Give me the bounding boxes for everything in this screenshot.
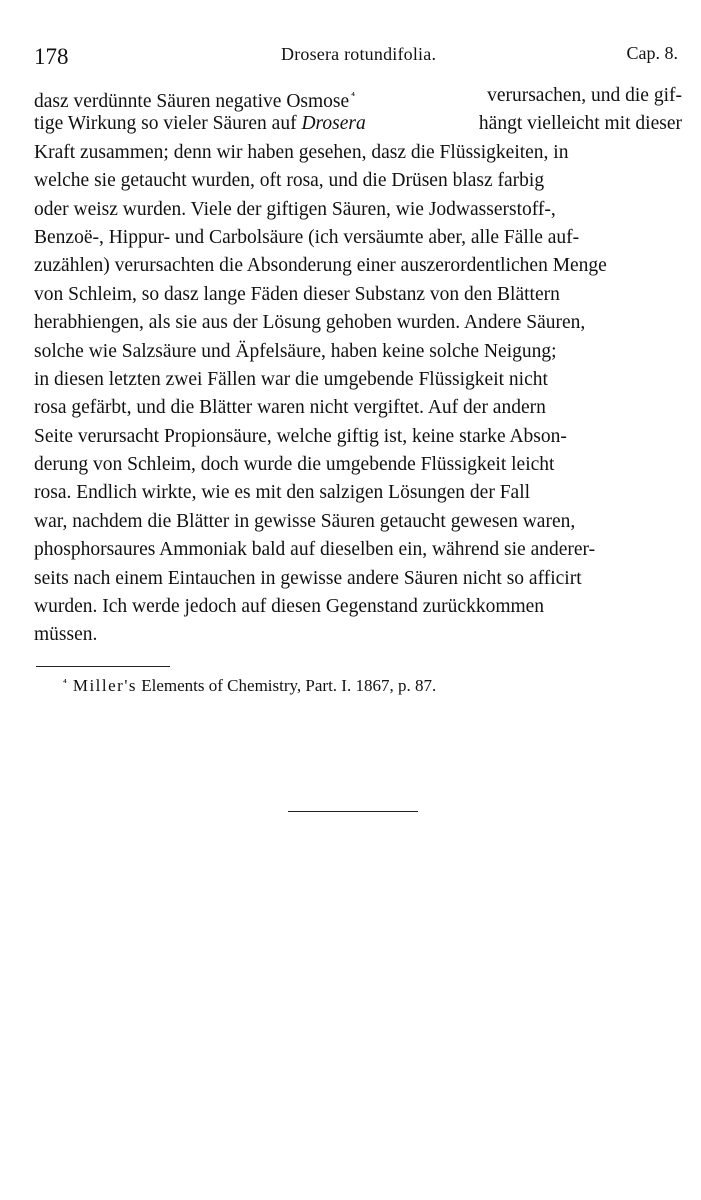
line-text: zuzählen) verursachten die Absonderung einer auszerordentlichen Menge xyxy=(34,255,607,277)
body-text xyxy=(34,82,682,650)
line-text: herabhiengen, als sie aus der Lösung gehoben wurden. Andere Säuren, xyxy=(34,312,586,334)
text-line xyxy=(34,479,682,507)
footnote-author: Miller's xyxy=(72,676,138,695)
line-text: tige Wirkung so vieler Säuren auf xyxy=(34,113,297,135)
text-line xyxy=(34,139,682,167)
line-text: Seite verursacht Propionsäure, welche giftig ist, keine starke Abson- xyxy=(34,425,567,447)
text-line xyxy=(34,252,682,280)
page-header xyxy=(34,40,684,72)
line-text: oder weisz wurden. Viele der giftigen Säuren, wie Jodwasserstoff-, xyxy=(34,198,556,220)
line-text: hängt vielleicht mit dieser xyxy=(478,113,682,135)
line-text: Kraft zusammen; denn wir haben gesehen, dasz die Flüssigkeiten, in xyxy=(34,141,569,163)
text-line xyxy=(34,451,682,479)
italic-term: Drosera xyxy=(301,113,366,135)
text-line xyxy=(34,593,682,621)
line-text: Benzoë-, Hippur- und Carbolsäure (ich versäumte aber, alle Fälle auf- xyxy=(34,226,580,248)
line-text: derung von Schleim, doch wurde die umgebende Flüssigkeit leicht xyxy=(34,454,555,476)
chapter-label: Cap. 8. xyxy=(626,43,678,63)
line-text: rosa gefärbt, und die Blätter waren nicht vergiftet. Auf der andern xyxy=(34,397,546,419)
text-line xyxy=(34,423,682,451)
line-text: war, nachdem die Blätter in gewisse Säuren getaucht gewesen waren, xyxy=(34,510,576,532)
line-text: rosa. Endlich wirkte, wie es mit den salzigen Lösungen der Fall xyxy=(34,482,531,504)
line-text: seits nach einem Eintauchen in gewisse andere Säuren nicht so afficirt xyxy=(34,567,582,589)
line-text: welche sie getaucht wurden, oft rosa, und die Drüsen blasz farbig xyxy=(34,170,545,192)
line-segment xyxy=(34,82,355,110)
text-line xyxy=(34,224,682,252)
text-line xyxy=(34,110,682,138)
footnote xyxy=(63,676,436,696)
line-text: wurden. Ich werde jedoch auf diesen Gegenstand zurückkommen xyxy=(34,596,545,618)
line-text: müssen. xyxy=(34,624,98,646)
line-text: solche wie Salzsäure und Äpfelsäure, haben keine solche Neigung; xyxy=(34,340,557,362)
footnote-reference[interactable]: ⁴ xyxy=(351,90,355,102)
footnote-marker: ⁴ xyxy=(63,677,67,689)
text-line xyxy=(34,338,682,366)
running-title: Drosera rotundifolia. xyxy=(281,44,437,64)
text-line xyxy=(34,394,682,422)
line-segment xyxy=(34,110,366,138)
text-line xyxy=(34,309,682,337)
text-line xyxy=(34,82,682,110)
text-line xyxy=(34,565,682,593)
text-line xyxy=(34,167,682,195)
text-line xyxy=(34,621,682,649)
page-number: 178 xyxy=(34,44,69,69)
line-text: dasz verdünnte Säuren negative Osmose xyxy=(34,91,350,112)
text-line xyxy=(34,196,682,224)
line-text: phosphorsaures Ammoniak bald auf dieselben ein, während sie anderer- xyxy=(34,539,596,561)
text-line xyxy=(34,508,682,536)
closing-divider xyxy=(288,811,418,812)
line-text: von Schleim, so dasz lange Fäden dieser Substanz von den Blättern xyxy=(34,283,560,305)
line-text: verursachen, und die gif- xyxy=(487,85,682,106)
text-line xyxy=(34,536,682,564)
text-line xyxy=(34,281,682,309)
text-line xyxy=(34,366,682,394)
footnote-text: Elements of Chemistry, Part. I. 1867, p. 87. xyxy=(141,676,437,695)
footnote-divider xyxy=(36,666,170,667)
line-text: in diesen letzten zwei Fällen war die umgebende Flüssigkeit nicht xyxy=(34,368,548,390)
